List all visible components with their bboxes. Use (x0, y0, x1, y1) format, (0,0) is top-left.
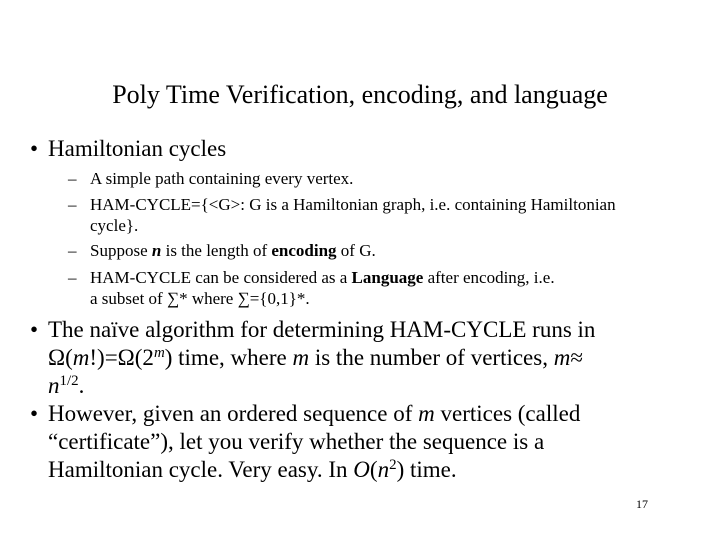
slide-title: Poly Time Verification, encoding, and language (112, 80, 608, 109)
text-segment: ) time. (396, 457, 457, 482)
text-segment: is the number of vertices, (309, 345, 554, 370)
exponent: 2 (389, 456, 397, 473)
bullet-line-3 (48, 456, 678, 484)
text-segment: Ω( (48, 345, 73, 370)
dash-icon: – (68, 169, 77, 188)
dash-icon: – (68, 268, 77, 287)
text-segment: . (78, 373, 85, 398)
sub-item-text: HAM-CYCLE={<G>: G is a Hamiltonian graph, i.e. containing Hamiltonian cycle}. (90, 195, 616, 235)
bullet-line-2: “certificate”), let you verify whether the sequence is a (48, 429, 545, 454)
bullet-certificate-verification (30, 400, 678, 484)
emphasis-language: Language (351, 268, 424, 287)
sub-item-text: A simple path containing every vertex. (90, 169, 354, 188)
text-segment: Hamiltonian cycle. Very easy. In (48, 457, 354, 482)
sub-item-simple-path (68, 168, 650, 189)
text-segment: of G. (336, 241, 376, 260)
var-n: n (377, 457, 390, 482)
approx-symbol: ≈ (570, 345, 583, 370)
bullet-icon: • (30, 136, 39, 161)
text-segment: HAM-CYCLE can be considered as a (90, 268, 352, 287)
var-n: n (48, 373, 60, 398)
text-segment: vertices (called (434, 401, 581, 426)
var-m: m (292, 345, 310, 370)
var-m: m (72, 345, 90, 370)
text-segment: is the length of (161, 241, 272, 260)
emphasis-encoding: encoding (271, 241, 337, 260)
var-m: m (553, 345, 571, 370)
bullet-line-3 (48, 372, 678, 400)
var-n: n (151, 241, 162, 260)
text-segment: !)=Ω(2 (89, 345, 154, 370)
text-segment: after encoding, i.e. (423, 268, 555, 287)
text-segment: ( (369, 457, 378, 482)
exponent: 1/2 (59, 372, 79, 389)
sub-item-line-1 (90, 267, 650, 288)
dash-icon: – (68, 195, 77, 214)
bullet-naive-algorithm (30, 316, 678, 400)
bullet-text: Hamiltonian cycles (48, 136, 227, 161)
text-segment: However, given an ordered sequence of (48, 401, 419, 426)
bullet-line-1: The naïve algorithm for determining HAM-CYCLE runs in (48, 317, 596, 342)
bullet-hamiltonian-cycles (30, 135, 678, 163)
bullet-line-1 (48, 400, 678, 428)
bullet-line-2 (48, 344, 678, 372)
text-segment: Suppose (90, 241, 152, 260)
sub-item-line-2: a subset of ∑* where ∑={0,1}*. (90, 289, 310, 308)
bullet-icon: • (30, 317, 39, 342)
sub-item-language (68, 267, 650, 309)
var-m: m (418, 401, 435, 426)
sub-item-ham-cycle-def (68, 194, 650, 236)
bullet-icon: • (30, 401, 39, 426)
page-number: 17 (636, 497, 648, 511)
text-segment: ) time, where (164, 345, 293, 370)
var-m-superscript: m (153, 344, 165, 361)
big-o: O (353, 457, 370, 482)
dash-icon: – (68, 241, 77, 260)
sub-item-encoding-length (68, 240, 650, 261)
